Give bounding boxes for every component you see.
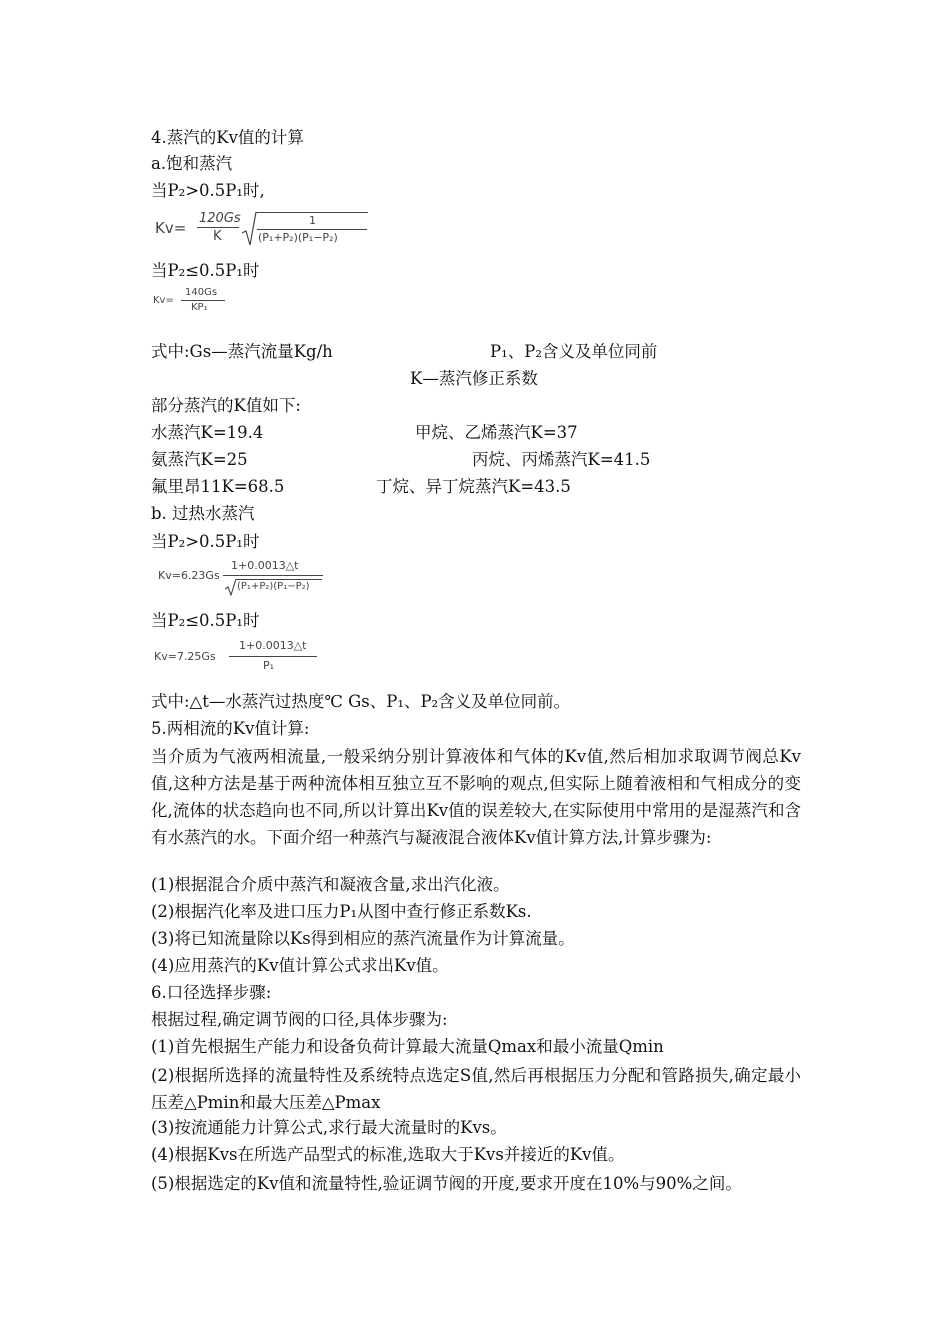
k-value-methane-ethylene: 甲烷、乙烯蒸汽K=37 (415, 423, 578, 442)
k-value-water-steam: 水蒸汽K=19.4 (151, 423, 264, 442)
superheated-steam-title: b. 过热水蒸汽 (151, 504, 255, 523)
where-k: K—蒸汽修正系数 (410, 369, 538, 388)
formula-3-lhs: Kv=6.23Gs (158, 569, 220, 582)
size-step-5: (5)根据选定的Kv值和流量特性,验证调节阀的开度,要求开度在10%与90%之间。 (151, 1174, 742, 1193)
formula-1-radicand-numerator: 1 (309, 214, 316, 227)
formula-3-numerator: 1+0.0013△t (231, 559, 299, 572)
formula-2-image (151, 286, 241, 318)
formula-2-lhs: Kv= (153, 295, 174, 306)
k-value-freon: 氟里昂11K=68.5 (151, 477, 285, 496)
size-step-2: (2)根据所选择的流量特性及系统特点选定S值,然后再根据压力分配和管路损失,确定最小压差△Pmin和最大压差△Pmax (151, 1066, 801, 1112)
two-phase-paragraph: 当介质为气液两相流量,一般采纳分别计算液体和气体的Kv值,然后相加求取调节阀总Kv值,这种方法是基于两种流体相互独立互不影响的观点,但实际上随着液相和气相成分的变化,流体的状态趋向也不同,所以计算出Kv值的误差较大,在实际使用中常用的是湿蒸汽和含有水蒸汽的水。下面介绍一种蒸汽与凝液混合液体Kv值计算方法,计算步骤为: (151, 747, 801, 847)
size-step-1: (1)首先根据生产能力和设备负荷计算最大流量Qmax和最小流量Qmin (151, 1037, 664, 1056)
formula-1-numerator: 120Gs (199, 211, 241, 226)
two-phase-step-4: (4)应用蒸汽的Kv值计算公式求出Kv值。 (151, 956, 449, 975)
formula-4-image (151, 636, 321, 676)
formula-3-fraction-bar (223, 575, 323, 576)
formula-3-image (155, 557, 325, 599)
k-values-intro: 部分蒸汽的K值如下: (151, 396, 301, 415)
size-step-4: (4)根据Kvs在所选产品型式的标准,选取大于Kvs并接近的Kv值。 (151, 1145, 625, 1164)
formula-1-lhs: Kv= (155, 219, 187, 237)
formula-4-fraction-bar (229, 656, 317, 657)
sqrt-icon (241, 211, 257, 247)
condition-4: 当P₂≤0.5P₁时 (151, 611, 260, 630)
two-phase-step-1: (1)根据混合介质中蒸汽和凝液含量,求出汽化液。 (151, 875, 510, 894)
formula-1-radicand-denominator: (P₁+P₂)(P₁−P₂) (258, 231, 338, 244)
condition-2: 当P₂≤0.5P₁时 (151, 261, 260, 280)
saturated-steam-title: a.饱和蒸汽 (151, 154, 233, 173)
k-value-propane-propylene: 丙烷、丙烯蒸汽K=41.5 (472, 450, 651, 469)
formula-4-numerator: 1+0.0013△t (239, 639, 307, 652)
condition-1: 当P₂>0.5P₁时, (151, 181, 265, 200)
section-6-title: 6.口径选择步骤: (151, 983, 272, 1002)
formula-2-denominator: KP₁ (191, 302, 208, 313)
formula-1-image (151, 208, 371, 250)
where-p-same: P₁、P₂含义及单位同前 (490, 342, 658, 361)
k-value-ammonia: 氨蒸汽K=25 (151, 450, 248, 469)
k-value-butane-isobutane: 丁烷、异丁烷蒸汽K=43.5 (376, 477, 571, 496)
formula-1-fraction-bar (197, 227, 239, 228)
sqrt-icon (225, 578, 237, 596)
formula-4-denominator: P₁ (263, 659, 275, 672)
two-phase-step-2: (2)根据汽化率及进口压力P₁从图中查行修正系数Ks. (151, 902, 532, 921)
section-4-title: 4.蒸汽的Kv值的计算 (151, 128, 304, 147)
condition-3: 当P₂>0.5P₁时 (151, 532, 260, 551)
size-selection-intro: 根据过程,确定调节阀的口径,具体步骤为: (151, 1010, 448, 1029)
where-delta-t: 式中:△t—水蒸汽过热度℃ Gs、P₁、P₂含义及单位同前。 (151, 692, 571, 711)
formula-2-numerator: 140Gs (185, 287, 218, 298)
two-phase-step-3: (3)将已知流量除以Ks得到相应的蒸汽流量作为计算流量。 (151, 929, 575, 948)
where-gs: 式中:Gs—蒸汽流量Kg/h (151, 342, 333, 361)
formula-1-denominator: K (213, 229, 222, 244)
section-5-title: 5.两相流的Kv值计算: (151, 719, 310, 738)
formula-2-fraction-bar (181, 300, 225, 301)
formula-3-denominator: (P₁+P₂)(P₁−P₂) (237, 581, 310, 592)
size-step-3: (3)按流通能力计算公式,求行最大流量时的Kvs。 (151, 1118, 507, 1137)
formula-4-lhs: Kv=7.25Gs (154, 650, 216, 663)
